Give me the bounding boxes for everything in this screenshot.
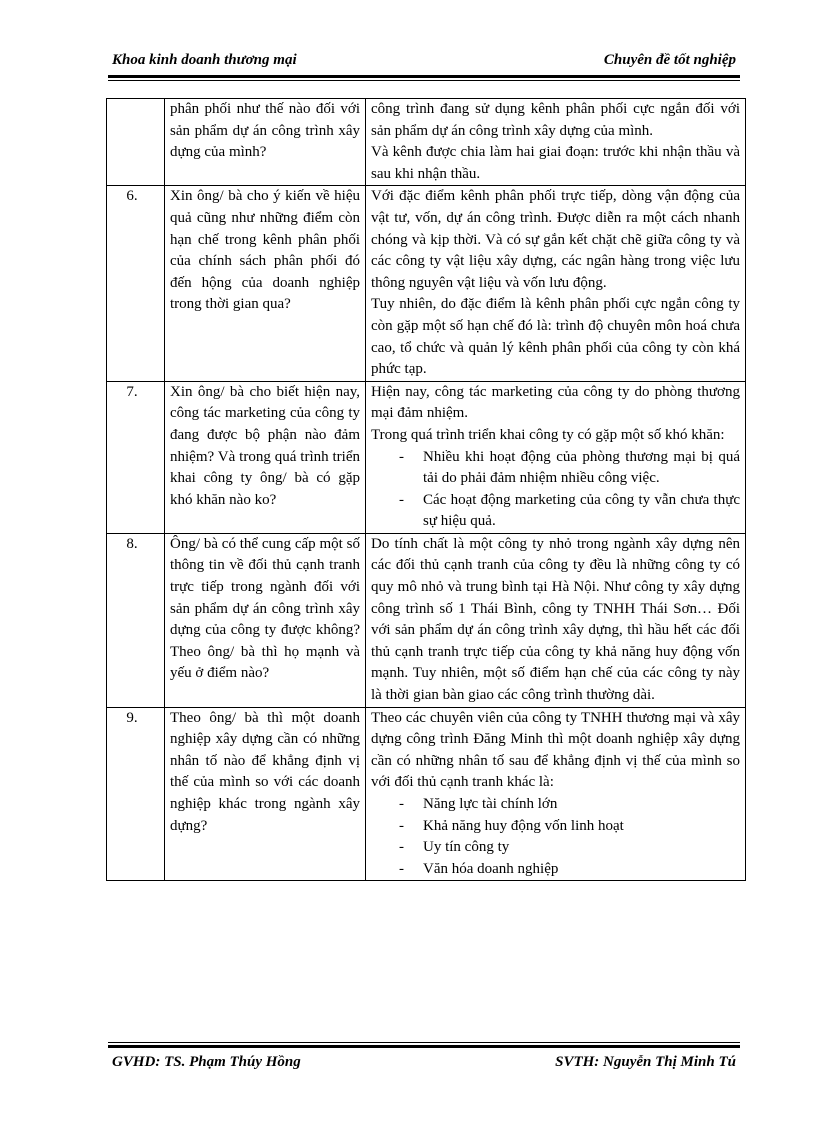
table-row: [107, 381, 746, 533]
answer-cell: [366, 533, 746, 707]
answer-paragraph: Theo các chuyên viên của công ty TNHH thương mại và xây dựng công trình Đăng Minh thì một doanh nghiệp xây dựng cần có những nhân tố sau để khẳng định vị thế của mình so với đối thủ cạnh tranh khác là:: [371, 709, 740, 791]
answer-cell: [366, 381, 746, 533]
question-text: phân phối như thế nào đối với sản phẩm dự án công trình xây dựng của mình?: [165, 99, 366, 186]
question-number: 6.: [107, 186, 165, 381]
interview-table-body: [107, 99, 746, 881]
footer-rule-thin: [108, 1042, 740, 1043]
answer-paragraph: Do tính chất là một công ty nhỏ trong ngành xây dựng nên các đối thủ cạnh tranh của công ty đều là những công ty có quy mô nhỏ và trung bình tại Hà Nội. Như công ty xây dựng công trình số 1 Thái Bình, công ty TNHH Thái Sơn… Đối với sản phẩm dự án công trình xây dựng, thì hầu hết các đối thủ cạnh tranh trực tiếp của công ty khả năng huy động vốn mạnh. Tuy nhiên, một số điểm hạn chế của các công ty này là thời gian bàn giao các công trình thường dài.: [371, 535, 740, 704]
table-row: [107, 707, 746, 881]
header-rule-thin: [108, 80, 740, 81]
header-rule-thick: [108, 75, 740, 78]
answer-paragraph: Tuy nhiên, do đặc điểm là kênh phân phối cực ngắn công ty còn gặp một số hạn chế đó là: trình độ chuyên môn hoá chưa cao, tổ chức và quản lý kênh phân phối của công ty còn khá phức tạp.: [371, 296, 740, 378]
interview-table: [106, 98, 746, 881]
answer-paragraph: Và kênh được chia làm hai giai đoạn: trước khi nhận thầu và sau khi nhận thầu.: [371, 144, 740, 182]
table-row: [107, 186, 746, 381]
answer-cell: [366, 99, 746, 186]
table-row: [107, 533, 746, 707]
answer-paragraph: công trình đang sử dụng kênh phân phối cực ngắn đối với sản phẩm dự án công trình xây dựng của mình.: [371, 101, 740, 139]
question-text: Xin ông/ bà cho ý kiến về hiệu quả cũng như những điểm còn hạn chế trong kênh phân phối của chính sách phân phối đó đến hộng của doanh nghiệp trong thời gian qua?: [165, 186, 366, 381]
answer-bullet-item: - Năng lực tài chính lớn: [399, 794, 740, 816]
answer-bullet-item: - Khả năng huy động vốn linh hoạt: [399, 816, 740, 838]
question-text: Theo ông/ bà thì một doanh nghiệp xây dựng cần có những nhân tố nào để khẳng định vị thế của mình so với các doanh nghiệp khác trong ngành xây dựng?: [165, 707, 366, 881]
answer-bullet-item: - Uy tín công ty: [399, 837, 740, 859]
answer-bullet-item: - Văn hóa doanh nghiệp: [399, 859, 740, 881]
answer-cell: [366, 707, 746, 881]
answer-cell: [366, 186, 746, 381]
footer-supervisor: GVHD: TS. Phạm Thúy Hồng: [112, 1054, 301, 1070]
question-number: 7.: [107, 381, 165, 533]
answer-bullet-list: [371, 794, 740, 880]
question-text: Ông/ bà có thể cung cấp một số thông tin về đối thủ cạnh tranh trực tiếp trong ngành đối với sản phẩm dự án công trình xây dựng của công ty được không? Theo ông/ bà thì họ mạnh và yếu ở điểm nào?: [165, 533, 366, 707]
question-number: 9.: [107, 707, 165, 881]
answer-paragraph: Với đặc điểm kênh phân phối trực tiếp, dòng vận động của vật tư, vốn, dự án công trình. Được diễn ra một cách nhanh chóng và kịp thời. Và có sự gắn kết chặt chẽ giữa công ty và các công ty vật liệu xây dựng, các ngân hàng trong việc lưu thông nguyên vật liệu và vốn lưu động.: [371, 188, 740, 291]
answer-bullet-item: - Nhiều khi hoạt động của phòng thương mại bị quá tải do phải đảm nhiệm nhiều công việc.: [399, 447, 740, 490]
footer-student: SVTH: Nguyễn Thị Minh Tú: [555, 1054, 736, 1070]
answer-bullet-item: - Các hoạt động marketing của công ty vẫn chưa thực sự hiệu quả.: [399, 490, 740, 533]
question-number: 8.: [107, 533, 165, 707]
answer-paragraph: Hiện nay, công tác marketing của công ty do phòng thương mại đảm nhiệm.: [371, 383, 740, 422]
page-footer: [108, 1054, 740, 1080]
footer-rule-thick: [108, 1045, 740, 1048]
header-faculty: Khoa kinh doanh thương mại: [112, 52, 297, 68]
question-text: Xin ông/ bà cho biết hiện nay, công tác marketing của công ty đang được bộ phận nào đảm nhiệm? Và trong quá trình triển khai công ty ông/ bà có gặp khó khăn nào ko?: [165, 381, 366, 533]
question-number: [107, 99, 165, 186]
table-row: [107, 99, 746, 186]
answer-bullet-list: [371, 447, 740, 533]
header-doc-type: Chuyên đề tốt nghiệp: [603, 52, 736, 68]
answer-paragraph: Trong quá trình triển khai công ty có gặp một số khó khăn:: [371, 426, 725, 443]
